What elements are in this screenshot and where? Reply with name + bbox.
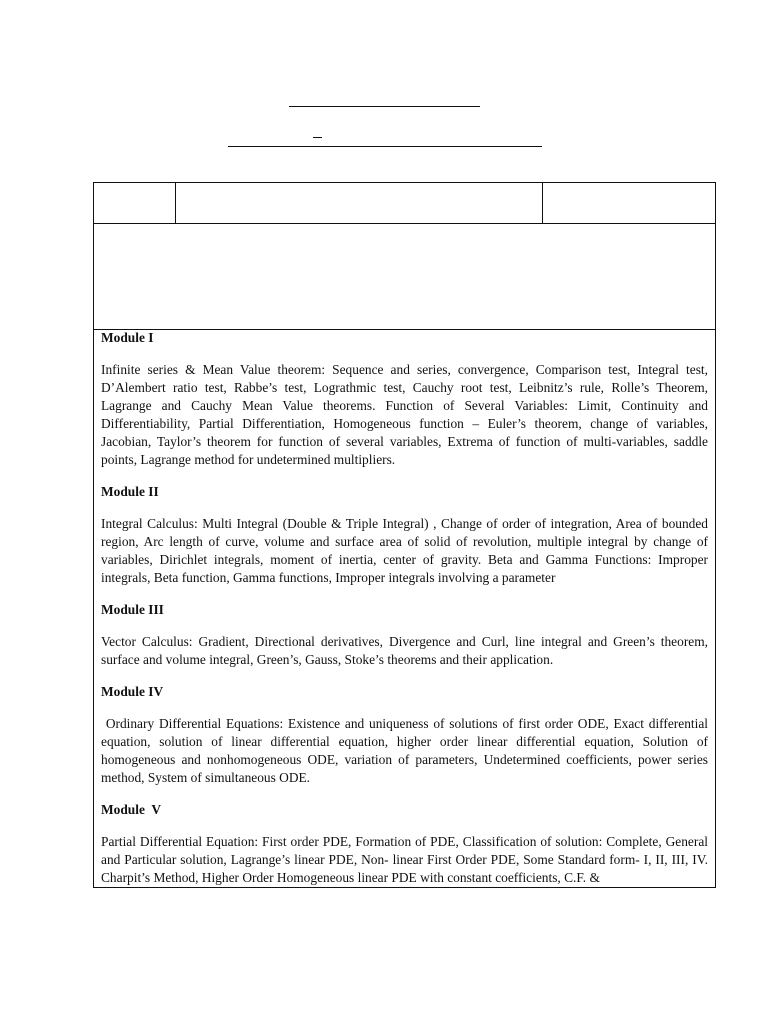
course-title-cell — [175, 183, 543, 223]
module-2-title: Module II — [101, 484, 159, 499]
heading-underline — [289, 106, 480, 107]
table-header-row — [94, 183, 715, 224]
syllabus-table — [93, 182, 716, 888]
heading-dash — [313, 137, 322, 138]
module-5-title: Module V — [101, 802, 162, 817]
module-4-title: Module IV — [101, 684, 164, 699]
course-code-cell — [94, 183, 176, 223]
course-objective-cell — [94, 223, 715, 330]
module-1-body: Infinite series & Mean Value theorem: Sequence and series, convergence, Comparison test, Integral test, D’Alembert ratio test, Rabbe’s test, Lograthmic test, Cauchy root test, Leibnitz’s rule, Rolle’s Theorem, Lagrange and Cauchy Mean Value theorems. Function of Several Variables: Limit, Continuity and Differentiability, Partial Differentiation, Homogeneous function – Euler’s theorem, change of variables, Jacobian, Taylor’s theorem for function of several variables, Extrema of function of multi-variables, saddle points, Lagrange method for undetermined multipliers. — [101, 362, 708, 467]
module-3-body: Vector Calculus: Gradient, Directional derivatives, Divergence and Curl, line integral and Green’s theorem, surface and volume integral, Green’s, Gauss, Stoke’s theorems and their application. — [101, 634, 708, 667]
module-4-body: Ordinary Differential Equations: Existence and uniqueness of solutions of first order ODE, Exact differential equation, solution of linear differential equation, higher order linear differential equation, Solution of homogeneous and nonhomogeneous ODE, variation of parameters, Undetermined coefficients, power series method, System of simultaneous ODE. — [101, 716, 712, 785]
modules-content — [101, 329, 712, 888]
module-1-title: Module I — [101, 330, 154, 345]
module-2-body: Integral Calculus: Multi Integral (Double & Triple Integral) , Change of order of integration, Area of bounded region, Arc length of curve, volume and surface area of solid of revolution, multiple integral by change of variables, Dirichlet integrals, moment of inertia, center of gravity. Beta and Gamma Functions: Improper integrals, Beta function, Gamma functions, Improper integrals involving a parameter — [101, 516, 708, 585]
module-5-body: Partial Differential Equation: First order PDE, Formation of PDE, Classification of solution: Complete, General and Particular solution, Lagrange’s linear PDE, Non- linear First Order PDE, Some Standard form- I, II, III, IV. Charpit’s Method, Higher Order Homogeneous linear PDE with constant coefficients, C.F. & — [101, 834, 708, 885]
module-3-title: Module III — [101, 602, 164, 617]
subheading-underline — [228, 146, 542, 147]
